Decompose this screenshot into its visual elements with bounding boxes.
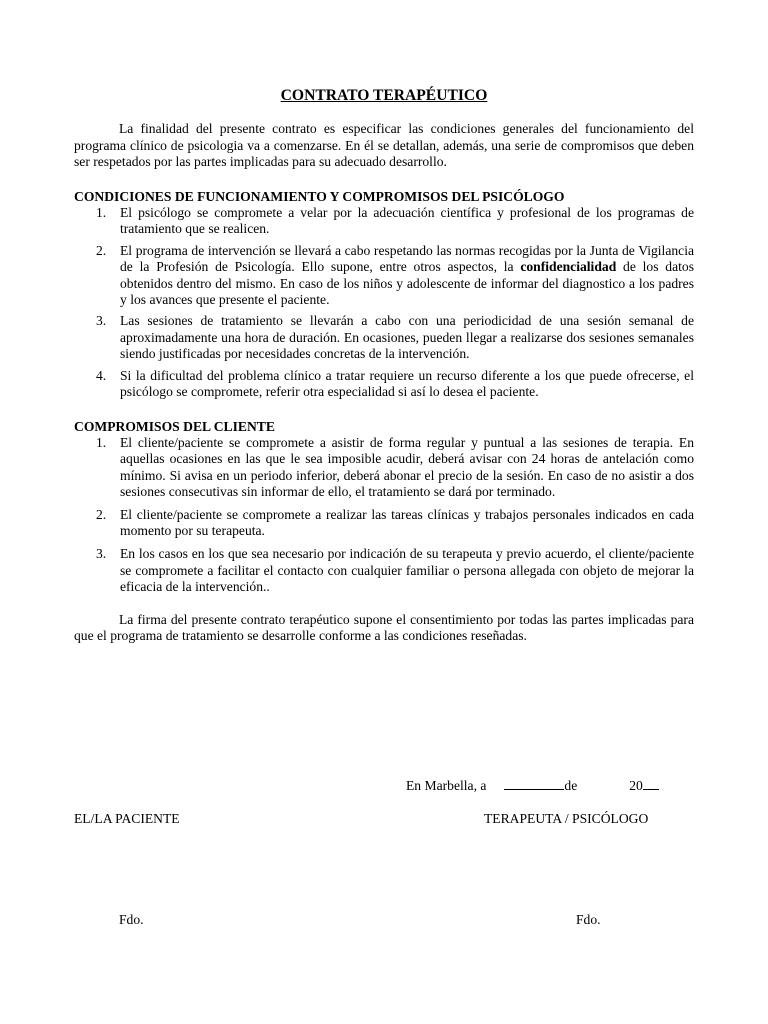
therapist-signature-fdo: Fdo. — [576, 912, 601, 927]
list-item-text: En los casos en los que sea necesario por indicación de su terapeuta y previo acuerdo, el cliente/paciente se compromete a facilitar el contacto con cualquier familiar o persona allegada con objeto de mejorar la eficacia de la intervención.. — [120, 546, 694, 595]
intro-paragraph: La finalidad del presente contrato es especificar las condiciones generales del funcionamiento del programa clínico de psicologia va a comenzarse. En él se detallan, además, una serie de compromisos que deben ser respetados por las partes implicadas para su adecuado desarrollo. — [74, 121, 694, 170]
list-item-text: El cliente/paciente se compromete a asistir de forma regular y puntual a las sesiones de terapia. En aquellas ocasiones en las que le sea imposible acudir, deberá avisar con 24 horas de antelación como mínimo. Si avisa en un periodo inferior, deberá abonar el precio de la sesión. En caso de no asistir a dos sesiones consecutivas sin informar de ello, el tratamiento se dará por terminado. — [120, 434, 694, 500]
section-heading-client: COMPROMISOS DEL CLIENTE — [74, 418, 275, 434]
list-item-number: 2. — [96, 507, 107, 523]
list-item — [74, 435, 694, 501]
list-item-text: Las sesiones de tratamiento se llevarán a cabo con una periodicidad de una sesión semanal de aproximadamente una hora de duración. En ocasiones, pueden llegar a realizarse dos sesiones semanales siendo justificadas por necesidades concretas de la intervención. — [120, 313, 694, 362]
list-item — [74, 243, 694, 309]
patient-signature-label: EL/LA PACIENTE — [74, 811, 180, 826]
list-item-number: 3. — [96, 546, 107, 562]
therapist-signature-label: TERAPEUTA / PSICÓLOGO — [484, 811, 649, 826]
list-item-text: Si la dificultad del problema clínico a tratar requiere un recurso diferente a los que puede ofrecerse, el psicólogo se compromete, referir otra especialidad si así lo desea el paciente. — [120, 367, 694, 400]
list-item — [74, 507, 694, 540]
list-item-text: El programa de intervención se llevará a cabo respetando las normas recogidas por la Junta de Vigilancia de la Profesión de Psicología. Ello supone, entre otros aspectos, la — [120, 242, 694, 275]
confidentiality-emphasis: confidencialidad — [520, 259, 617, 275]
year-prefix: 20 — [629, 778, 643, 793]
closing-paragraph: La firma del presente contrato terapéutico supone el consentimiento por todas las partes implicadas para que el programa de tratamiento se desarrolle conforme a las condiciones reseñadas. — [74, 611, 694, 643]
list-item — [74, 313, 694, 362]
psychologist-commitments-list — [74, 205, 694, 400]
list-item-number: 3. — [96, 313, 107, 329]
list-item-text: de los datos obtenidos dentro del mismo. En caso de los niños y adolescente de informar del diagnostico a los padres y los avances que presente el paciente. — [120, 259, 694, 308]
list-item — [74, 368, 694, 401]
date-place: En Marbella, a — [406, 778, 487, 793]
month-blank-field[interactable] — [504, 777, 564, 790]
list-item-number: 2. — [96, 242, 107, 258]
client-commitments-list — [74, 435, 694, 596]
list-item-number: 1. — [96, 434, 107, 450]
date-de-text: de — [564, 778, 578, 793]
list-item-text: El cliente/paciente se compromete a realizar las tareas clínicas y trabajos personales indicados en cada momento por su terapeuta. — [120, 507, 694, 539]
list-item — [74, 546, 694, 595]
list-item-number: 4. — [96, 367, 107, 383]
date-line — [406, 777, 659, 794]
document-title: CONTRATO TERAPÉUTICO — [280, 87, 488, 104]
list-item-number: 1. — [96, 205, 107, 221]
list-item — [74, 205, 694, 238]
year-blank-field[interactable] — [643, 777, 659, 790]
document-body — [74, 88, 694, 644]
section-heading-psychologist: CONDICIONES DE FUNCIONAMIENTO Y COMPROMISOS DEL PSICÓLOGO — [74, 188, 565, 204]
list-item-text: El psicólogo se compromete a velar por la adecuación científica y profesional de los programas de tratamiento que se realicen. — [120, 205, 694, 237]
patient-signature-fdo: Fdo. — [119, 912, 144, 927]
